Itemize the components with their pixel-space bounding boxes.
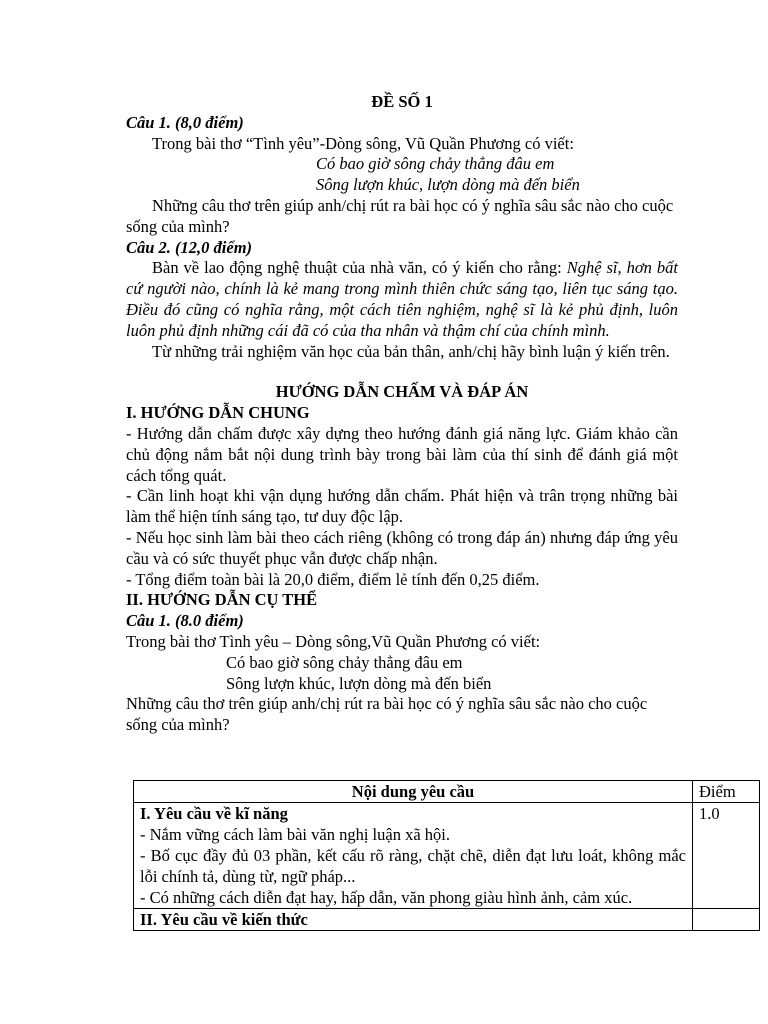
table-row [134, 803, 760, 909]
spacer [126, 362, 678, 382]
section-1-item: - Nắm vững cách làm bài văn nghị luận xã hội. [140, 825, 450, 844]
general-item: - Tổng điểm toàn bài là 20,0 điểm, điểm lẻ tính đến 0,25 điểm. [126, 569, 540, 589]
general-item: - Cần linh hoạt khi vận dụng hướng dẫn chấm. Phát hiện và trân trọng những bài làm thể hiện tính sáng tạo, tư duy độc lập. [126, 486, 678, 527]
section-1-title: I. Yêu cầu về kĩ năng [140, 804, 288, 823]
table-row [134, 909, 760, 931]
question-1-label: Câu 1. (8,0 điểm) [126, 112, 244, 132]
guide-title: HƯỚNG DẪN CHẤM VÀ ĐÁP ÁN [275, 382, 529, 402]
verse-line: Sông lượn khúc, lượn dòng mà đến biển [226, 673, 492, 693]
question-2-lead: Bàn về lao động nghệ thuật của nhà văn, có ý kiến cho rằng: [152, 258, 567, 278]
verse-line: Có bao giờ sông chảy thẳng đâu em [316, 154, 555, 174]
guide-question-1-prompt: Những câu thơ trên giúp anh/chị rút ra bài học có ý nghĩa sâu sắc nào cho cuộc sống của mình? [126, 694, 648, 735]
table-cell-content [134, 803, 693, 909]
question-1-prompt: Những câu thơ trên giúp anh/chị rút ra bài học có ý nghĩa sâu sắc nào cho cuộc sống của mình? [126, 195, 674, 236]
table-header-content: Nội dung yêu cầu [134, 781, 693, 803]
exam-title: ĐỀ SỐ 1 [371, 92, 433, 111]
general-item: - Nếu học sinh làm bài theo cách riêng (không có trong đáp án) nhưng đáp ứng yêu cầu và có sức thuyết phục vẫn được chấp nhận. [126, 527, 678, 568]
verse-line: Có bao giờ sông chảy thẳng đâu em [226, 652, 463, 672]
question-2-prompt: Từ những trải nghiệm văn học của bản thân, anh/chị hãy bình luận ý kiến trên. [152, 341, 670, 361]
guide-question-1-label: Câu 1. (8.0 điểm) [126, 611, 244, 631]
table-cell-score: 1.0 [693, 803, 760, 909]
question-2-quote: Nghệ sĩ, hơn bất cứ người nào, chính là kẻ mang trong mình thiên chức sáng tạo, liên tục sáng tạo. Điều đó cũng có nghĩa rằng, một cách tiên nghiệm, nghệ sĩ là kẻ phủ định, luôn luôn phủ định những cái đã có của tha nhân và thậm chí của chính mình. [126, 258, 678, 340]
general-heading: I. HƯỚNG DẪN CHUNG [126, 403, 310, 423]
verse-line: Sông lượn khúc, lượn dòng mà đến biển [316, 175, 580, 195]
question-2-body [126, 258, 678, 341]
question-1-intro: Trong bài thơ “Tình yêu”-Dòng sông, Vũ Quần Phương có viết: [152, 133, 574, 153]
section-1-item: - Bố cục đầy đủ 03 phần, kết cấu rõ ràng, chặt chẽ, diễn đạt lưu loát, không mắc lỗi chính tả, dùng từ, ngữ pháp... [140, 846, 686, 886]
table-header-score: Điểm [693, 781, 760, 803]
section-2-title: II. Yêu cầu về kiến thức [134, 909, 693, 931]
general-item: - Hướng dẫn chấm được xây dựng theo hướng đánh giá năng lực. Giám khảo cần chủ động nắm bắt nội dung trình bày trong bài làm của thí sinh để đánh giá một cách tổng quát. [126, 423, 678, 485]
table-header-row [134, 781, 760, 803]
section-1-item: - Có những cách diễn đạt hay, hấp dẫn, văn phong giàu hình ảnh, cảm xúc. [140, 888, 633, 907]
table-cell-score [693, 909, 760, 931]
grading-table [133, 780, 760, 931]
document-page [126, 92, 678, 736]
guide-question-1-intro: Trong bài thơ Tình yêu – Dòng sông,Vũ Quần Phương có viết: [126, 631, 541, 651]
specific-heading: II. HƯỚNG DẪN CỤ THỂ [126, 590, 318, 610]
question-2-label: Câu 2. (12,0 điểm) [126, 237, 253, 257]
